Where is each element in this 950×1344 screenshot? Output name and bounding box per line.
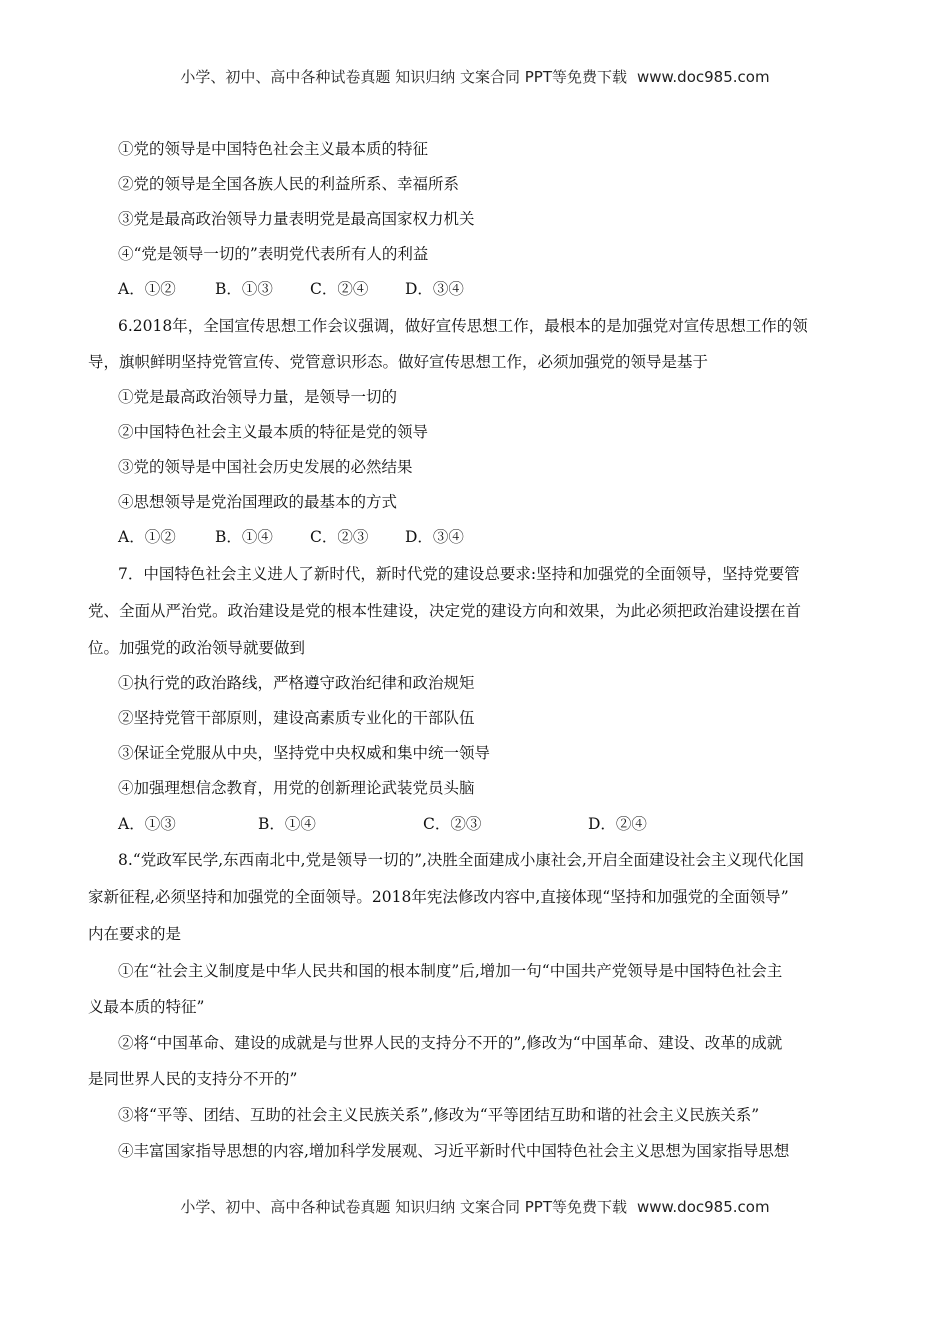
footer-banner-site: www.doc985.com bbox=[636, 1198, 770, 1216]
q7-item-3: ③保证全党服从中央，坚持党中央权威和集中统一领导 bbox=[118, 744, 491, 762]
q5-option-d: D．③④ bbox=[405, 280, 464, 298]
q6-option-c: C．②③ bbox=[310, 528, 369, 546]
q8-stem-line-3: 内在要求的是 bbox=[88, 925, 182, 943]
q6-option-b: B．①④ bbox=[215, 528, 273, 546]
q8-item-1-line-1: ①在“社会主义制度是中华人民共和国的根本制度”后,增加一句“中国共产党领导是中国特色社会主 bbox=[118, 962, 783, 980]
q7-option-d: D．②④ bbox=[588, 815, 647, 833]
q6-stem-line-2: 导，旗帜鲜明坚持党管宣传、党管意识形态。做好宣传思想工作，必须加强党的领导是基于 bbox=[88, 353, 709, 371]
q6-item-2: ②中国特色社会主义最本质的特征是党的领导 bbox=[118, 423, 429, 441]
q5-option-c: C．②④ bbox=[310, 280, 369, 298]
q5-options bbox=[118, 279, 464, 299]
q6-option-a: A．①② bbox=[118, 528, 176, 546]
q7-option-c: C．②③ bbox=[423, 815, 482, 833]
q7-stem-line-3: 位。加强党的政治领导就要做到 bbox=[88, 639, 306, 657]
header-banner bbox=[0, 66, 950, 87]
q6-option-d: D．③④ bbox=[405, 528, 464, 546]
header-banner-text: 小学、初中、高中各种试卷真题 知识归纳 文案合同 PPT等免费下载 bbox=[180, 68, 627, 86]
q6-options bbox=[118, 527, 464, 547]
q6-item-1: ①党是最高政治领导力量，是领导一切的 bbox=[118, 388, 398, 406]
q8-item-3: ③将“平等、团结、互助的社会主义民族关系”,修改为“平等团结互助和谐的社会主义民族关系” bbox=[118, 1106, 760, 1124]
q8-item-2-line-1: ②将“中国革命、建设的成就是与世界人民的支持分不开的”,修改为“中国革命、建设、改革的成就 bbox=[118, 1034, 783, 1052]
q7-option-b: B．①④ bbox=[258, 815, 316, 833]
q8-item-1-line-2: 义最本质的特征” bbox=[88, 998, 205, 1016]
q6-stem-line-1: 6.2018年，全国宣传思想工作会议强调，做好宣传思想工作，最根本的是加强党对宣传思想工作的领 bbox=[118, 317, 808, 335]
q7-options bbox=[118, 814, 647, 834]
q6-item-4: ④思想领导是党治国理政的最基本的方式 bbox=[118, 493, 398, 511]
q8-stem-line-1: 8.“党政军民学,东西南北中,党是领导一切的”,决胜全面建成小康社会,开启全面建设社会主义现代化国 bbox=[118, 851, 804, 869]
q7-stem-line-1: 7．中国特色社会主义进人了新时代，新时代党的建设总要求:坚持和加强党的全面领导，坚持党要管 bbox=[118, 565, 800, 583]
q5-item-1: ①党的领导是中国特色社会主义最本质的特征 bbox=[118, 140, 429, 158]
footer-banner bbox=[0, 1196, 950, 1217]
q7-item-1: ①执行党的政治路线，严格遵守政治纪律和政治规矩 bbox=[118, 674, 475, 692]
q8-item-4: ④丰富国家指导思想的内容,增加科学发展观、习近平新时代中国特色社会主义思想为国家指导思想 bbox=[118, 1142, 790, 1160]
q5-option-b: B．①③ bbox=[215, 280, 273, 298]
q5-item-4: ④“党是领导一切的”表明党代表所有人的利益 bbox=[118, 245, 429, 263]
q7-item-2: ②坚持党管干部原则，建设高素质专业化的干部队伍 bbox=[118, 709, 475, 727]
q7-item-4: ④加强理想信念教育，用党的创新理论武装党员头脑 bbox=[118, 779, 475, 797]
q8-stem-line-2: 家新征程,必须坚持和加强党的全面领导。2018年宪法修改内容中,直接体现“坚持和加强党的全面领导” bbox=[88, 888, 789, 906]
footer-banner-text: 小学、初中、高中各种试卷真题 知识归纳 文案合同 PPT等免费下载 bbox=[180, 1198, 627, 1216]
q8-item-2-line-2: 是同世界人民的支持分不开的” bbox=[88, 1070, 298, 1088]
header-banner-site: www.doc985.com bbox=[636, 68, 770, 86]
q7-stem-line-2: 党、全面从严治党。政治建设是党的根本性建设，决定党的建设方向和效果，为此必须把政治建设摆在首 bbox=[88, 602, 802, 620]
q7-option-a: A．①③ bbox=[118, 815, 176, 833]
q5-option-a: A．①② bbox=[118, 280, 176, 298]
q5-item-3: ③党是最高政治领导力量表明党是最高国家权力机关 bbox=[118, 210, 475, 228]
q5-item-2: ②党的领导是全国各族人民的利益所系、幸福所系 bbox=[118, 175, 460, 193]
q6-item-3: ③党的领导是中国社会历史发展的必然结果 bbox=[118, 458, 413, 476]
